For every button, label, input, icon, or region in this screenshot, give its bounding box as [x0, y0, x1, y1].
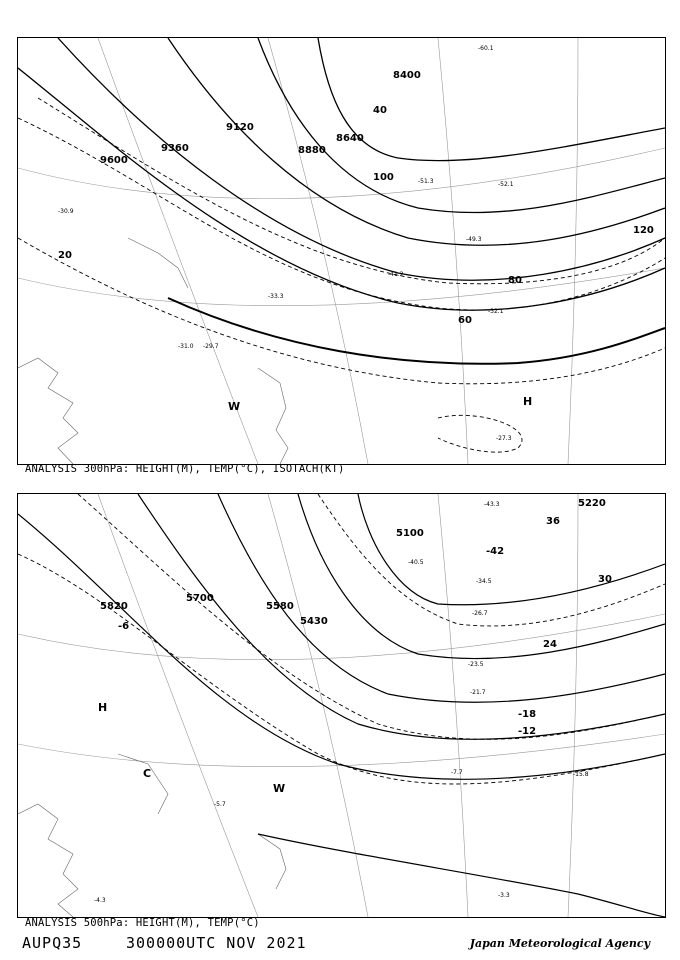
pressure-center-w: W	[228, 400, 241, 413]
height-label: 5580	[266, 601, 294, 612]
product-code: AUPQ35	[22, 934, 83, 952]
isotach-label: 20	[58, 250, 72, 261]
height-label: 5820	[100, 601, 128, 612]
pressure-center-h: H	[523, 395, 533, 408]
temperature-label: -26.7	[472, 610, 488, 617]
isotach-label: 60	[458, 315, 472, 326]
isotach-label: 80	[508, 275, 522, 286]
temperature-label: -43.3	[484, 501, 500, 508]
temperature-label: -40.5	[408, 559, 424, 566]
isotachs	[18, 98, 665, 452]
pressure-center-w: W	[273, 782, 286, 795]
map-500hpa	[18, 494, 665, 917]
isotherm-label: 36	[546, 516, 560, 527]
temperature-label: -33.3	[268, 293, 284, 300]
isotherm-label: -6	[118, 621, 130, 632]
temperature-label: -15.8	[573, 771, 589, 778]
pressure-center-c: C	[143, 767, 152, 780]
temperature-label: -21.7	[470, 689, 486, 696]
caption-300hpa: ANALYSIS 300hPa: HEIGHT(M), TEMP(°C), ISOTACH(KT)	[25, 463, 345, 475]
temperature-label: -27.3	[496, 435, 512, 442]
temperature-label: -51.3	[418, 178, 434, 185]
temperature-label: -49.3	[466, 236, 482, 243]
coastline	[18, 754, 286, 917]
isotherm-label: -12	[518, 726, 537, 737]
height-label: 8880	[298, 145, 326, 156]
temperature-label: -52.1	[498, 181, 514, 188]
height-label: 5430	[300, 616, 328, 627]
contour-labels-300	[58, 45, 654, 442]
temperature-label: -3.3	[498, 892, 510, 899]
height-contours	[18, 38, 665, 364]
height-label: 8400	[393, 70, 421, 81]
analysis-datetime: 300000UTC NOV 2021	[126, 934, 307, 952]
temperature-label: -29.7	[203, 343, 219, 350]
temperature-label: -60.1	[478, 45, 494, 52]
isotach-label: 100	[373, 172, 394, 183]
map-300hpa	[18, 38, 665, 464]
graticule	[18, 38, 665, 464]
isotherms	[18, 494, 665, 784]
isotach-label: 40	[373, 105, 387, 116]
height-label: 9600	[100, 155, 128, 166]
isotherm-label: 24	[543, 639, 557, 650]
temperature-label: -30.9	[58, 208, 74, 215]
pressure-center-h: H	[98, 701, 108, 714]
contour-labels-500	[94, 498, 612, 904]
agency-name: Japan Meteorological Agency	[469, 937, 650, 950]
caption-500hpa: ANALYSIS 500hPa: HEIGHT(M), TEMP(°C)	[25, 917, 260, 929]
height-label: 5100	[396, 528, 424, 539]
isotach-label: 120	[633, 225, 654, 236]
temperature-label: -23.5	[468, 661, 484, 668]
temperature-label: -7.7	[451, 769, 463, 776]
temperature-label: -41.2	[388, 271, 404, 278]
isotherm-label: -18	[518, 709, 537, 720]
height-label: 9360	[161, 143, 189, 154]
isotherm-label: -42	[486, 546, 505, 557]
isotherm-label: 30	[598, 574, 612, 585]
chart-500hpa	[17, 493, 666, 918]
chart-300hpa	[17, 37, 666, 465]
height-label: 5220	[578, 498, 606, 509]
height-label: 9120	[226, 122, 254, 133]
coastline	[18, 238, 288, 464]
temperature-label: -32.1	[488, 308, 504, 315]
temperature-label: -4.3	[94, 897, 106, 904]
temperature-label: -5.7	[214, 801, 226, 808]
height-label: 5700	[186, 593, 214, 604]
temperature-label: -34.5	[476, 578, 492, 585]
height-label: 8640	[336, 133, 364, 144]
temperature-label: -31.0	[178, 343, 194, 350]
